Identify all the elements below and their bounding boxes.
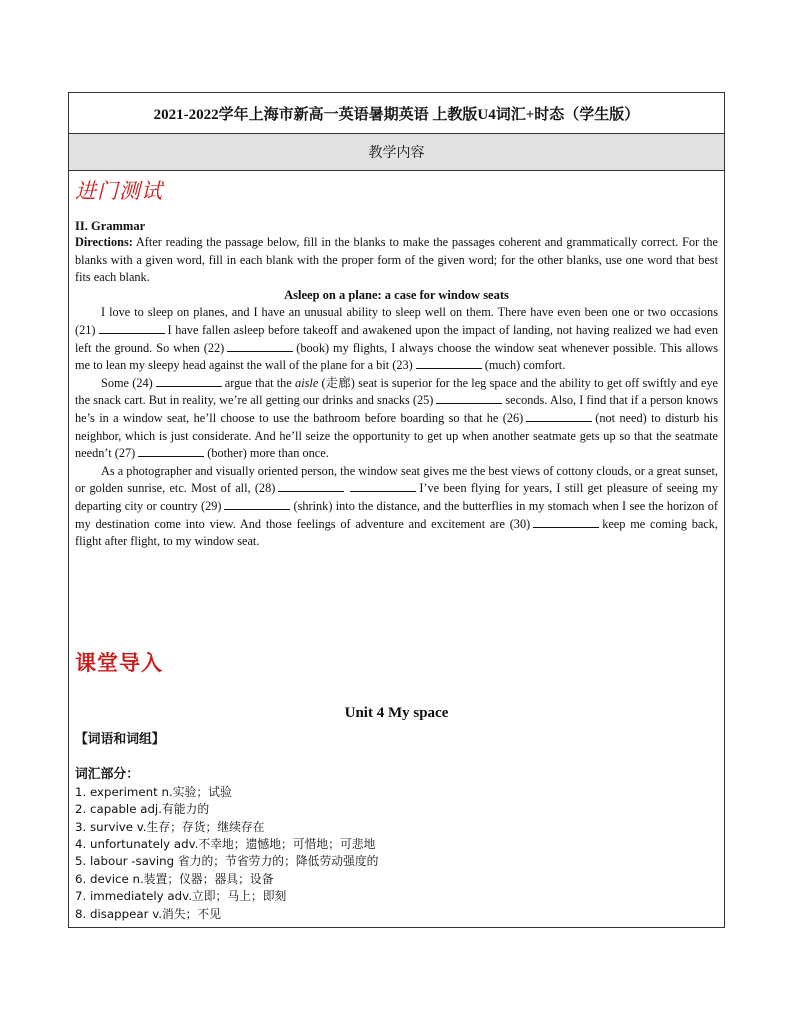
text: (走廊) seat is superior for the leg space and the ability to get off swiftly and eye the snack cart. But in reality, we’re all getting our drinks and snacks (25)	[75, 375, 718, 408]
vocabulary-list	[75, 784, 718, 923]
text: (book) my flights, I always choose the window seat whenever possible. This allows me to lean my sleepy head against the wall of the plane for a bit (23)	[75, 340, 718, 373]
paragraph-2	[75, 375, 718, 463]
section-heading-text: 进门测试	[75, 179, 163, 203]
text: (shrink) into the distance, and the butterflies in my stomach when I see the horizon of my destination come into view. And those feelings of adventure and excitement are (30)	[75, 498, 718, 531]
content-body	[69, 175, 724, 923]
blank-30[interactable]	[533, 516, 599, 528]
text: argue that the	[224, 375, 292, 390]
paragraph-3	[75, 463, 718, 551]
directions-label: Directions:	[75, 235, 133, 249]
text: seconds. Also, I find that if a person knows he’s in a window seat, he’ll choose to use the bathroom before boarding so that he (26)	[75, 393, 719, 425]
unit-title: Unit 4 My space	[344, 704, 449, 721]
passage-title: Asleep on a plane: a case for window seats	[284, 287, 509, 302]
list-item: 6. device n.装置；仪器；器具；设备	[75, 871, 274, 886]
document-title: 2021-2022学年上海市新高一英语暑期英语 上教版U4词汇+时态（学生版）	[69, 93, 724, 134]
vocabulary-heading: 词汇部分：	[75, 766, 139, 782]
blank-25[interactable]	[436, 392, 502, 404]
blank-22[interactable]	[227, 340, 293, 352]
text: (much) comfort.	[484, 358, 566, 373]
blank-29[interactable]	[224, 498, 290, 510]
blank-21[interactable]	[99, 322, 165, 334]
list-item: 5. labour -saving 省力的；节省劳力的；降低劳动强度的	[75, 854, 379, 869]
spacer	[75, 551, 718, 643]
worksheet-table	[68, 92, 725, 928]
blank-28a[interactable]	[278, 480, 344, 492]
directions-text: After reading the passage below, fill in the blanks to make the passages coherent and grammatically correct. For the blanks with a given word, fill in each blank with the proper form of the given word; for the other blanks, use one word that best fits each blank.	[75, 235, 718, 285]
paragraph-1	[75, 304, 718, 374]
content-label: 教学内容	[69, 134, 724, 171]
text: (bother) more than once.	[207, 446, 329, 461]
text: As a photographer and visually oriented person, the window seat gives me the best views of cottony clouds, or a great sunset, or golden sunrise, etc. Most of all, (28)	[75, 463, 718, 496]
list-item: 2. capable adj.有能力的	[75, 802, 210, 817]
text: keep me coming back, flight after flight, to my window seat.	[75, 516, 718, 549]
text: Some (24)	[101, 375, 153, 390]
list-item: 7. immediately adv.立即；马上；即刻	[75, 889, 287, 904]
text: (not need) to disturb his neighbor, which is just considerate. And he’ll seize the opportunity to get up when another seatmate gets up so that the seatmate needn’t (27)	[75, 410, 718, 461]
blank-26[interactable]	[526, 410, 592, 422]
list-item: 8. disappear v.消失；不见	[75, 906, 222, 921]
section-heading-entry-test	[75, 175, 718, 205]
list-item: 1. experiment n.实验；试验	[75, 784, 232, 799]
blank-24[interactable]	[156, 375, 222, 387]
words-phrases-heading: 【词语和词组】	[75, 731, 165, 747]
section-heading-lesson-intro: 课堂导入	[75, 650, 163, 675]
aisle-word: aisle	[295, 375, 319, 390]
list-item: 4. unfortunately adv.不幸地；遗憾地；可惜地；可悲地	[75, 836, 376, 851]
directions	[75, 234, 718, 287]
blank-27[interactable]	[138, 445, 204, 457]
blank-28b[interactable]	[350, 480, 416, 492]
list-item: 3. survive v.生存；存货；继续存在	[75, 819, 265, 834]
blank-23[interactable]	[416, 357, 482, 369]
text: I’ve been flying for years, I still get pleasure of seeing my departing city or country (29)	[75, 481, 718, 513]
text: I have fallen asleep before takeoff and awakened upon the impact of landing, not having realized we had even left the ground. So when (22)	[75, 322, 718, 355]
grammar-label: II. Grammar	[75, 219, 146, 233]
text: I love to sleep on planes, and I have an unusual ability to sleep well on them. There have even been one or two occasions (21)	[75, 305, 718, 337]
